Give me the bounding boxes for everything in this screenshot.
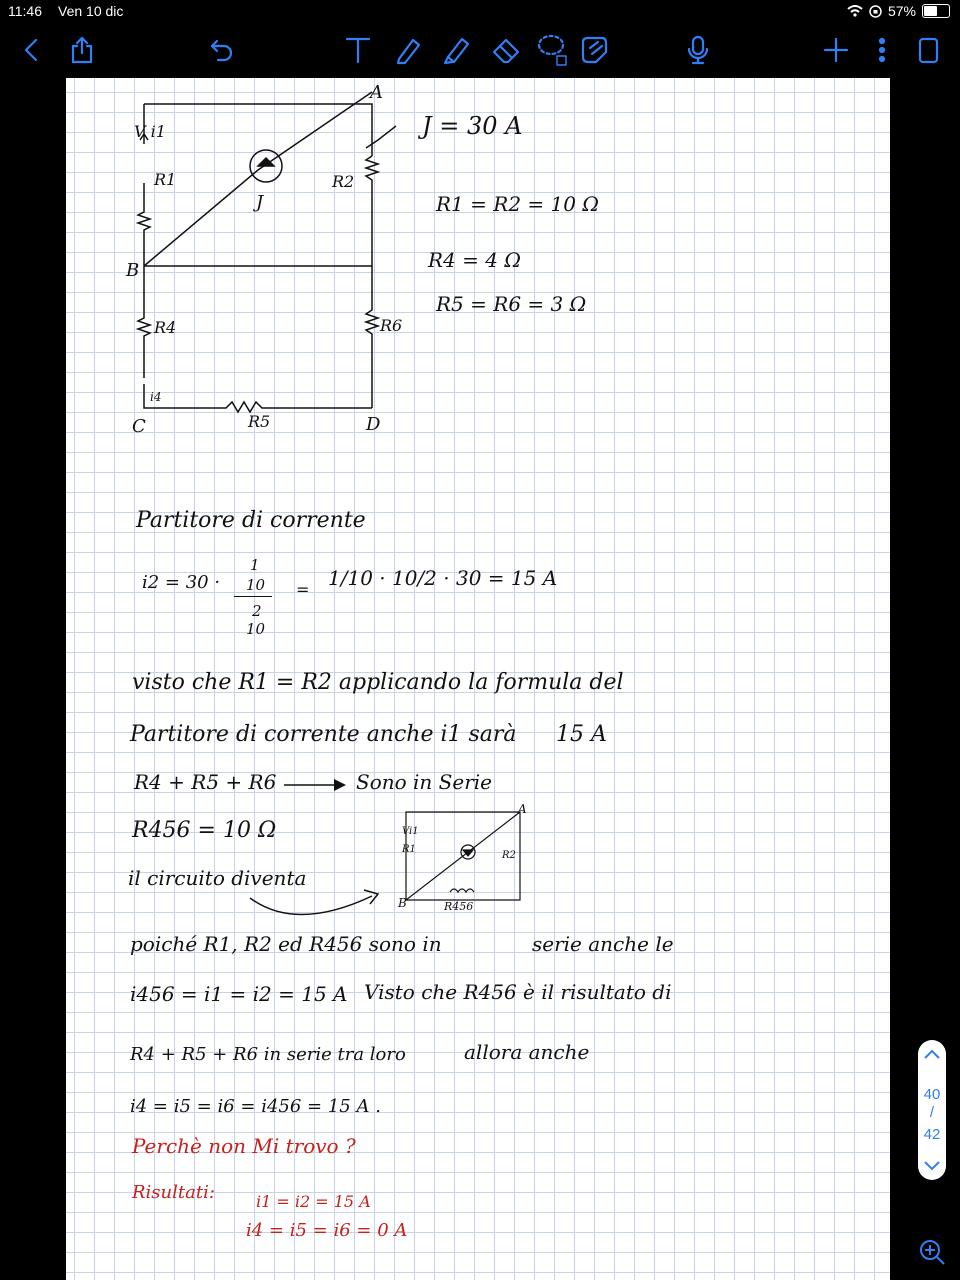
page-up-icon[interactable] <box>923 1048 941 1060</box>
small-node-b: B <box>398 896 407 910</box>
note-line-7-end: Visto che R456 è il risultato di <box>364 980 672 1004</box>
lasso-tool-button[interactable] <box>534 32 570 68</box>
note-line-3: R4 + R5 + R6 <box>134 770 277 794</box>
highlighter-tool-button[interactable] <box>438 32 474 68</box>
page-separator: / <box>929 1104 935 1121</box>
eraser-tool-button[interactable] <box>488 32 524 68</box>
page-down-icon[interactable] <box>923 1160 941 1172</box>
note-line-5: il circuito diventa <box>128 866 307 890</box>
frac1-num: 1 <box>250 556 260 574</box>
given-r4: R4 = 4 Ω <box>428 248 521 272</box>
toolbar <box>0 24 960 76</box>
pen-icon <box>393 35 423 65</box>
frac2-num: 2 <box>252 602 262 620</box>
note-line-9: i4 = i5 = i6 = i456 = 15 A . <box>130 1096 381 1117</box>
text-tool-button[interactable] <box>340 32 376 68</box>
zoom-button[interactable] <box>912 1232 952 1272</box>
red-result-1: i1 = i2 = 15 A <box>256 1192 371 1211</box>
note-line-6-end: serie anche le <box>532 932 674 956</box>
note-line-8-end: allora anche <box>464 1040 590 1064</box>
note-line-4: R456 = 10 Ω <box>132 818 277 843</box>
note-line-1: visto che R1 = R2 applicando la formula del <box>132 670 624 695</box>
voltage-i1-label: V i1 <box>134 122 166 141</box>
undo-icon <box>209 37 235 63</box>
given-j: J = 30 A <box>422 112 523 140</box>
red-question: Perchè non Mi trovo ? <box>132 1134 356 1158</box>
share-icon <box>68 35 96 65</box>
more-icon <box>877 36 887 64</box>
microphone-button[interactable] <box>680 32 716 68</box>
r6-label: R6 <box>380 316 403 335</box>
pen-tool-button[interactable] <box>390 32 426 68</box>
status-time: 11:46 <box>8 3 42 19</box>
page-navigator <box>918 1040 946 1180</box>
note-line-3-series: Sono in Serie <box>356 770 492 794</box>
back-button[interactable] <box>14 32 50 68</box>
pages-button[interactable] <box>910 32 946 68</box>
note-line-6: poiché R1, R2 ed R456 sono in <box>130 932 442 956</box>
eraser-icon <box>490 35 522 65</box>
pages-icon <box>915 35 941 65</box>
i2-lhs: i2 = 30 · <box>142 572 221 593</box>
note-page[interactable] <box>66 78 890 1280</box>
more-button[interactable] <box>864 32 900 68</box>
red-result-2: i4 = i5 = i6 = 0 A <box>246 1220 408 1241</box>
frac1-den: 10 <box>246 576 266 594</box>
r5-label: R5 <box>248 412 271 431</box>
given-r1-r2: R1 = R2 = 10 Ω <box>436 192 599 216</box>
back-chevron-icon <box>20 36 44 64</box>
add-icon <box>822 36 850 64</box>
i4-label: i4 <box>150 390 162 404</box>
text-tool-icon <box>343 35 373 65</box>
status-date: Ven 10 dic <box>58 3 124 19</box>
small-v-i1: Vi1 <box>402 826 419 837</box>
zoom-in-icon <box>918 1238 946 1266</box>
add-button[interactable] <box>818 32 854 68</box>
node-d-label: D <box>366 414 381 435</box>
equals-sign: = <box>296 580 310 599</box>
node-a-label: A <box>370 82 383 103</box>
note-line-8: R4 + R5 + R6 in serie tra loro <box>130 1044 406 1065</box>
given-r5-r6: R5 = R6 = 3 Ω <box>436 292 587 316</box>
small-node-a: A <box>518 802 527 816</box>
sticker-icon <box>578 34 610 66</box>
r1-label: R1 <box>154 170 177 189</box>
small-r456: R456 <box>444 900 474 913</box>
lasso-icon <box>535 32 569 68</box>
battery-icon <box>922 4 950 18</box>
r2-label: R2 <box>332 172 355 191</box>
r4-label: R4 <box>154 318 177 337</box>
orientation-lock-icon <box>869 5 882 18</box>
curved-arrow-icon <box>246 884 386 924</box>
status-bar <box>0 0 960 24</box>
fraction-line <box>234 596 272 597</box>
frac2-den: 10 <box>246 620 266 638</box>
note-line-7: i456 = i1 = i2 = 15 A <box>130 982 348 1006</box>
highlighter-icon <box>441 35 471 65</box>
wifi-icon <box>847 5 863 17</box>
heading-current-divider: Partitore di corrente <box>136 508 366 533</box>
share-button[interactable] <box>64 32 100 68</box>
battery-percent: 57% <box>887 3 916 19</box>
note-line-2-value: 15 A <box>556 722 607 747</box>
arrow-right-icon <box>284 778 346 792</box>
microphone-icon <box>685 34 711 66</box>
undo-button[interactable] <box>204 32 240 68</box>
small-r2: R2 <box>502 850 516 861</box>
small-r1: R1 <box>402 844 416 855</box>
red-results-label: Risultati: <box>132 1182 215 1203</box>
note-line-2: Partitore di corrente anche i1 sarà <box>130 722 517 747</box>
status-right <box>847 3 950 19</box>
expression-i2: 1/10 · 10/2 · 30 = 15 A <box>328 566 558 590</box>
j-label: J <box>256 192 264 213</box>
total-page-count: 42 <box>923 1126 941 1143</box>
node-b-label: B <box>126 260 140 281</box>
sticker-tool-button[interactable] <box>576 32 612 68</box>
node-c-label: C <box>132 416 146 437</box>
current-page-number: 40 <box>923 1086 941 1103</box>
